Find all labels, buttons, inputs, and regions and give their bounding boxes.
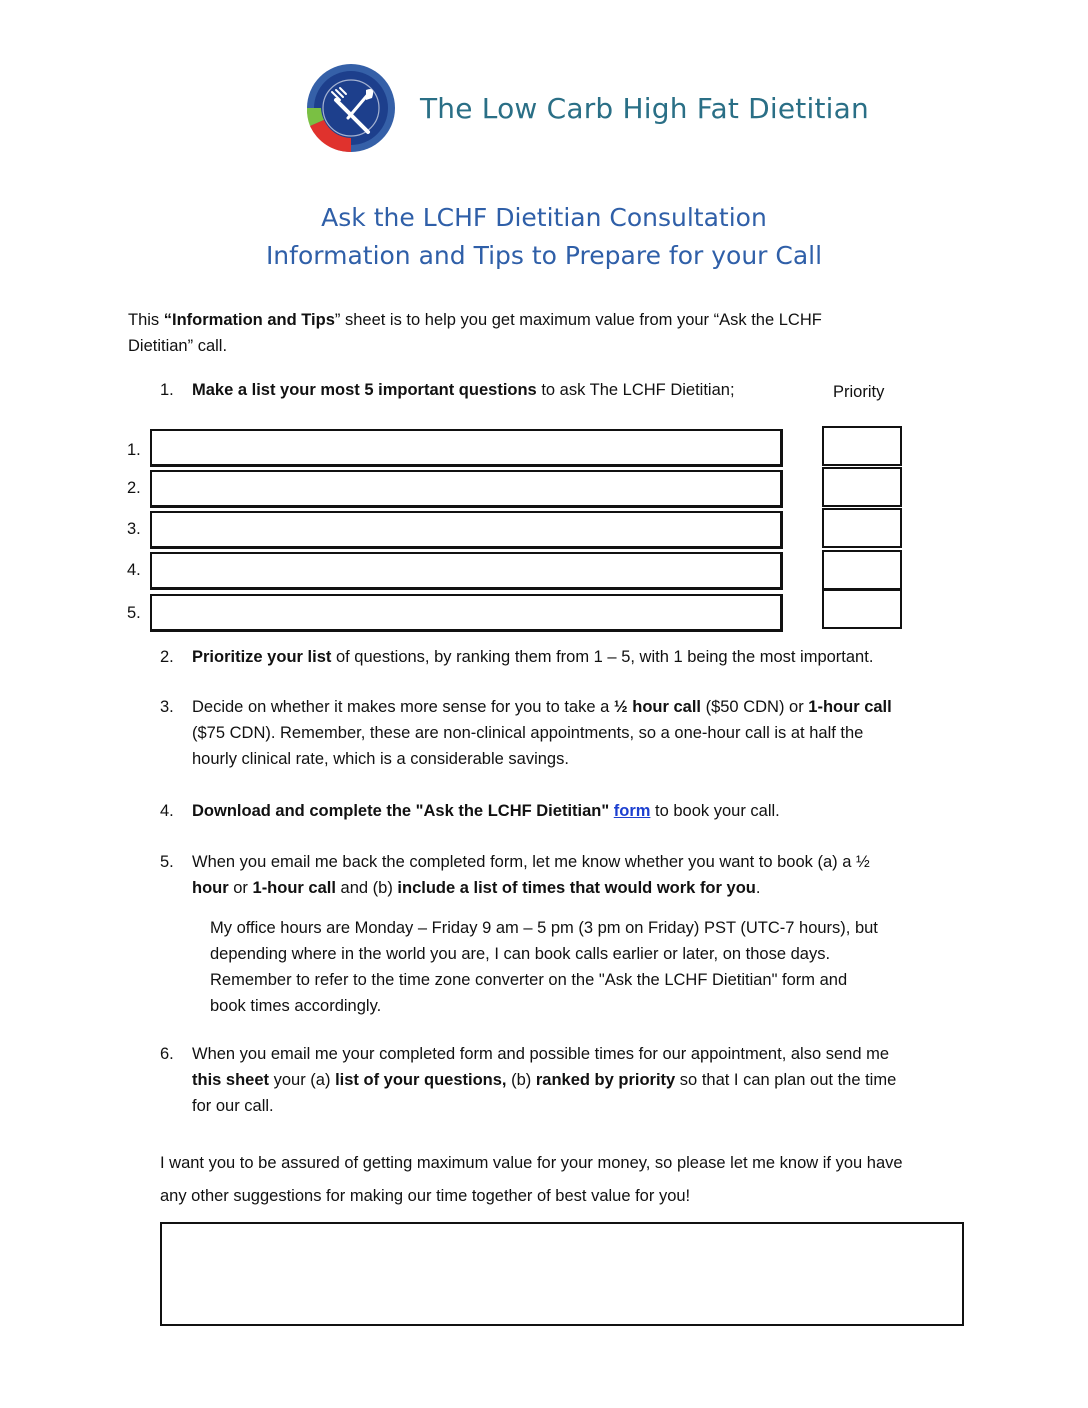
step5-and: and (b) <box>335 879 398 897</box>
step5-include-times: include a list of times that would work for you <box>397 879 756 897</box>
step6-ranked: ranked by priority <box>535 1071 676 1089</box>
step5-one-hour: 1-hour call <box>252 879 336 897</box>
question-field-4[interactable] <box>150 552 783 590</box>
step4-number: 4. <box>160 802 174 820</box>
step6-text-d: (b) <box>506 1071 536 1089</box>
intro-line2: Dietitian” call. <box>128 337 228 355</box>
step5-line1: When you email me back the completed form, let me know whether you want to book (a) a ½ <box>192 853 870 871</box>
question-field-5[interactable] <box>150 594 783 632</box>
step6-text <box>192 1041 977 1119</box>
step6-list-questions: list of your questions, <box>335 1071 507 1089</box>
office-line-3: Remember to refer to the time zone converter on the "Ask the LCHF Dietitian" form and <box>210 971 848 989</box>
form-link[interactable]: form <box>613 802 651 820</box>
step4-text <box>192 798 972 824</box>
priority-field-2[interactable] <box>822 467 902 507</box>
step4-bold: Download and complete the "Ask the LCHF Dietitian" <box>192 802 614 820</box>
intro-paragraph <box>128 307 928 359</box>
priority-field-1[interactable] <box>822 426 902 466</box>
question-label-4: 4. <box>127 561 141 579</box>
step3-line2: ($75 CDN). Remember, these are non-clinical appointments, so a one-hour call is at half the <box>192 724 864 742</box>
intro-text: This <box>128 311 164 329</box>
priority-field-5[interactable] <box>822 589 902 629</box>
closing-paragraph <box>160 1147 990 1213</box>
step1-bold: Make a list your most 5 important questions <box>192 381 537 399</box>
suggestions-field[interactable] <box>160 1222 964 1326</box>
step2-rest: of questions, by ranking them from 1 – 5, with 1 being the most important. <box>331 648 874 666</box>
step5-hour: hour <box>192 879 229 897</box>
step6-line3: for our call. <box>192 1097 274 1115</box>
closing-line2: any other suggestions for making our time together of best value for you! <box>160 1187 691 1205</box>
closing-line1: I want you to be assured of getting maximum value for your money, so please let me know if you have <box>160 1154 903 1172</box>
step3-line3: hourly clinical rate, which is a considerable savings. <box>192 750 569 768</box>
page-title: Ask the LCHF Dietitian Consultation <box>321 203 767 232</box>
office-line-4: book times accordingly. <box>210 997 382 1015</box>
step4-rest: to book your call. <box>650 802 780 820</box>
step2-bold: Prioritize your list <box>192 648 332 666</box>
question-field-2[interactable] <box>150 470 783 508</box>
office-line-2: depending where in the world you are, I can book calls earlier or later, on those days. <box>210 945 831 963</box>
step5-period: . <box>755 879 761 897</box>
step2-text <box>192 644 972 670</box>
step3-text-c: ($50 CDN) or <box>701 698 809 716</box>
brand-name: The Low Carb High Fat Dietitian <box>420 92 869 125</box>
question-label-2: 2. <box>127 479 141 497</box>
logo <box>296 62 408 154</box>
question-field-3[interactable] <box>150 511 783 549</box>
priority-field-4[interactable] <box>822 550 902 590</box>
step3-half-hour: ½ hour call <box>613 698 701 716</box>
step1-rest: to ask The LCHF Dietitian; <box>536 381 735 399</box>
step3-one-hour: 1-hour call <box>808 698 892 716</box>
step5-text <box>192 849 977 901</box>
step5-number: 5. <box>160 853 174 871</box>
step3-text <box>192 694 967 772</box>
step2-number: 2. <box>160 648 174 666</box>
step6-line1: When you email me your completed form and possible times for our appointment, also send me <box>192 1045 890 1063</box>
step1-text <box>192 377 735 403</box>
intro-text-rest: ” sheet is to help you get maximum value from your “Ask the LCHF <box>334 311 822 329</box>
step1-number: 1. <box>160 381 174 399</box>
step3-text-a: Decide on whether it makes more sense for you to take a <box>192 698 614 716</box>
step6-this-sheet: this sheet <box>192 1071 270 1089</box>
intro-bold: “Information and Tips <box>163 311 335 329</box>
fork-knife-plate-icon <box>307 64 395 152</box>
office-line-1: My office hours are Monday – Friday 9 am – 5 pm (3 pm on Friday) PST (UTC-7 hours), but <box>210 919 878 937</box>
question-field-1[interactable] <box>150 429 783 467</box>
step6-text-b: your (a) <box>269 1071 336 1089</box>
priority-header: Priority <box>833 383 885 401</box>
page-subtitle: Information and Tips to Prepare for your Call <box>265 241 823 270</box>
step6-text-f: so that I can plan out the time <box>675 1071 897 1089</box>
question-label-5: 5. <box>127 604 141 622</box>
office-hours <box>210 915 970 1019</box>
priority-field-3[interactable] <box>822 508 902 548</box>
step5-or: or <box>228 879 253 897</box>
step6-number: 6. <box>160 1045 174 1063</box>
step3-number: 3. <box>160 698 174 716</box>
question-label-3: 3. <box>127 520 141 538</box>
question-label-1: 1. <box>127 441 141 459</box>
